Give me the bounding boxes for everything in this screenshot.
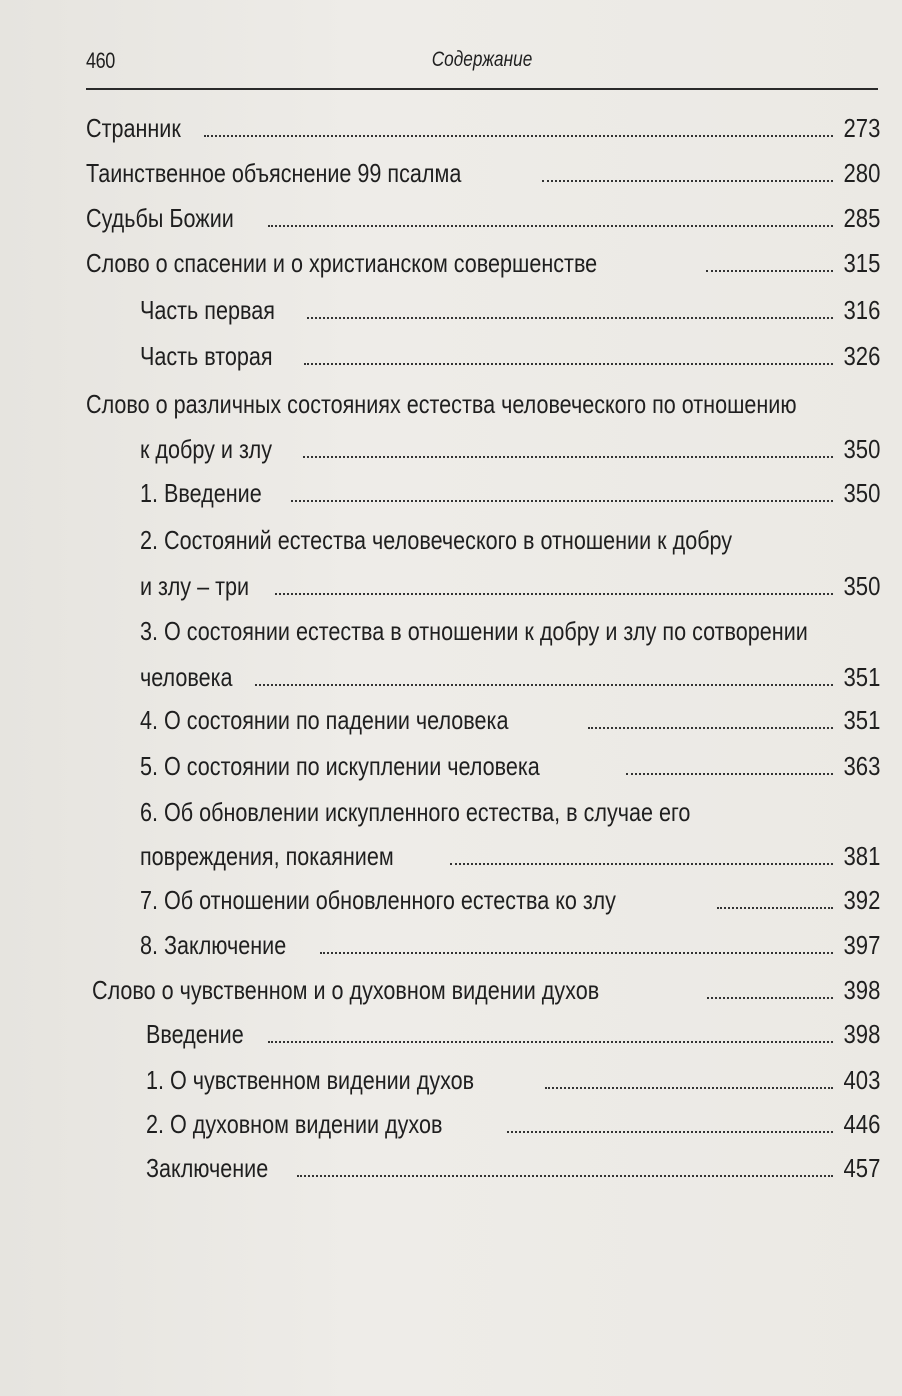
- toc-subentry[interactable]: [140, 475, 880, 511]
- toc-entry-title: Слово о чувственном и о духовном видении духов: [92, 975, 600, 1005]
- dot-leader: [626, 773, 833, 775]
- toc-entry-title: 7. Об отношении обновленного естества ко злу: [140, 885, 616, 915]
- toc-entry[interactable]: [86, 155, 880, 191]
- dot-leader: [275, 593, 832, 595]
- toc-entry-title: Заключение: [146, 1153, 269, 1183]
- toc-subentry[interactable]: [146, 1106, 880, 1142]
- dot-leader: [706, 270, 833, 272]
- toc-entry-page: 273: [843, 113, 880, 143]
- toc-subentry-continuation[interactable]: [140, 659, 880, 695]
- dot-leader: [707, 997, 833, 999]
- toc-entry-page: 457: [843, 1153, 880, 1183]
- dot-leader: [304, 363, 833, 365]
- toc-subentry[interactable]: [146, 1062, 880, 1098]
- dot-leader: [303, 456, 833, 458]
- toc-subentry-continuation[interactable]: [140, 838, 880, 874]
- toc-entry-title-cont: и злу – три: [140, 571, 250, 601]
- running-head: Содержание: [431, 48, 533, 71]
- dot-leader: [545, 1087, 832, 1089]
- toc-subentry[interactable]: [140, 702, 880, 738]
- toc-subentry[interactable]: [146, 1150, 880, 1186]
- toc-entry-title: Странник: [86, 113, 181, 143]
- toc-entry-page: 315: [843, 248, 880, 278]
- toc-entry-title: Часть вторая: [140, 341, 273, 371]
- toc-entry-page: 285: [843, 203, 880, 233]
- toc-entry-title: Слово о различных состояниях естества человеческого по отношению: [86, 389, 797, 419]
- dot-leader: [507, 1131, 832, 1133]
- dot-leader: [450, 863, 833, 865]
- toc-entry-page: 350: [843, 571, 880, 601]
- toc-entry-page: 403: [843, 1065, 880, 1095]
- toc-entry-page: 316: [843, 295, 880, 325]
- dot-leader: [320, 952, 832, 954]
- toc-entry-page: 398: [843, 1019, 880, 1049]
- dot-leader: [297, 1175, 832, 1177]
- toc-entry-title: 1. Введение: [140, 478, 262, 508]
- toc-subentry[interactable]: [146, 1016, 880, 1052]
- toc-subentry-continuation[interactable]: [140, 568, 880, 604]
- toc-entry-title-cont: повреждения, покаянием: [140, 841, 394, 871]
- toc-entry-title: 2. Состояний естества человеческого в отношении к добру: [140, 525, 733, 555]
- toc-subentry-first-line[interactable]: [140, 522, 880, 558]
- dot-leader: [307, 317, 833, 319]
- toc-subentry-first-line[interactable]: [140, 794, 880, 830]
- toc-entry-page: 350: [843, 434, 880, 464]
- toc-subentry[interactable]: [140, 338, 880, 374]
- toc-entry-page: 397: [843, 930, 880, 960]
- toc-entry-page: 351: [843, 662, 880, 692]
- toc-entry-page: 398: [843, 975, 880, 1005]
- toc-entry-page: 326: [843, 341, 880, 371]
- toc-entry-page: 446: [843, 1109, 880, 1139]
- toc-entry-title: Слово о спасении и о христианском совершенстве: [86, 248, 598, 278]
- toc-subentry[interactable]: [140, 882, 880, 918]
- toc-subentry[interactable]: [140, 748, 880, 784]
- dot-leader: [291, 500, 833, 502]
- toc-entry-title: Введение: [146, 1019, 244, 1049]
- toc-entry-title: Часть первая: [140, 295, 275, 325]
- dot-leader: [255, 684, 832, 686]
- toc-entry-title: 2. О духовном видении духов: [146, 1109, 443, 1139]
- page-number: 460: [86, 48, 115, 73]
- toc-entry-page: 363: [843, 751, 880, 781]
- toc-entry-title: 3. О состоянии естества в отношении к добру и злу по сотворении: [140, 616, 808, 646]
- toc-subentry[interactable]: [140, 927, 880, 963]
- toc-entry-page: 351: [843, 705, 880, 735]
- toc-entry-title: 6. Об обновлении искупленного естества, в случае его: [140, 797, 691, 827]
- toc-subentry[interactable]: [140, 292, 880, 328]
- toc-entry-title: Таинственное объяснение 99 псалма: [86, 158, 462, 188]
- toc-entry-title: 1. О чувственном видении духов: [146, 1065, 475, 1095]
- dot-leader: [588, 727, 833, 729]
- dot-leader: [268, 1041, 833, 1043]
- toc-entry-title: Судьбы Божии: [86, 203, 234, 233]
- toc-entry[interactable]: [86, 245, 880, 281]
- toc-entry-title: 8. Заключение: [140, 930, 287, 960]
- toc-entry-title: 4. О состоянии по падении человека: [140, 705, 509, 735]
- toc-entry-page: 280: [843, 158, 880, 188]
- toc-entry-page: 350: [843, 478, 880, 508]
- toc-entry[interactable]: [92, 972, 880, 1008]
- toc-entry[interactable]: [86, 110, 880, 146]
- toc-entry[interactable]: [86, 200, 880, 236]
- dot-leader: [268, 225, 833, 227]
- toc-entry-continuation[interactable]: [140, 431, 880, 467]
- toc-subentry-first-line[interactable]: [140, 613, 880, 649]
- dot-leader: [542, 180, 832, 182]
- toc-entry-title-cont: человека: [140, 662, 233, 692]
- toc-entry-page: 392: [843, 885, 880, 915]
- toc-entry-first-line[interactable]: [86, 386, 880, 422]
- dot-leader: [204, 135, 832, 137]
- toc-entry-page: 381: [843, 841, 880, 871]
- toc-entry-title: 5. О состоянии по искуплении человека: [140, 751, 540, 781]
- toc-entry-title-cont: к добру и злу: [140, 434, 273, 464]
- dot-leader: [717, 907, 832, 909]
